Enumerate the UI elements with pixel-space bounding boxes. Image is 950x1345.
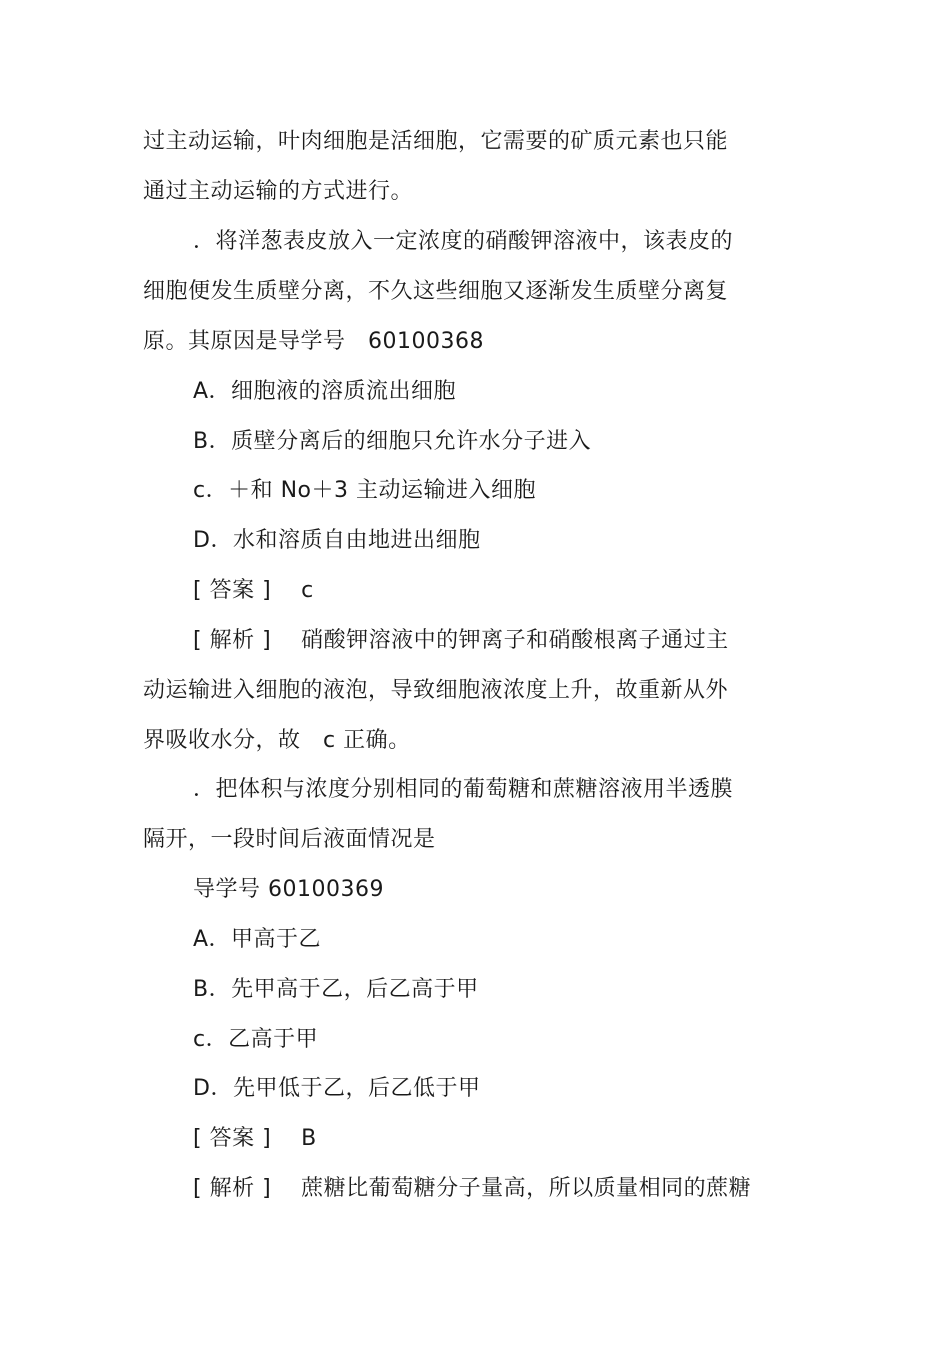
text-line: 界吸收水分，故 c 正确。 [143, 728, 411, 753]
option-a: A．细胞液的溶质流出细胞 [193, 379, 457, 404]
text-line: 过主动运输，叶肉细胞是活细胞，它需要的矿质元素也只能 [143, 129, 729, 154]
option-d: D．水和溶质自由地进出细胞 [193, 528, 481, 553]
text-line: 隔开，一段时间后液面情况是 [143, 827, 436, 852]
text-line: 动运输进入细胞的液泡，导致细胞液浓度上升，故重新从外 [143, 678, 729, 703]
option-b: B．质壁分离后的细胞只允许水分子进入 [193, 429, 592, 454]
option-a: A．甲高于乙 [193, 927, 322, 952]
option-b: B．先甲高于乙，后乙高于甲 [193, 977, 479, 1002]
text-line: 细胞便发生质壁分离，不久这些细胞又逐渐发生质壁分离复 [143, 279, 729, 304]
option-d: D．先甲低于乙，后乙低于甲 [193, 1076, 481, 1101]
option-c: c．＋和 No＋3 主动运输进入细胞 [193, 478, 536, 503]
analysis-label: [ 解析 ] 硝酸钾溶液中的钾离子和硝酸根离子通过主 [193, 628, 729, 653]
answer-label: [ 答案 ] B [193, 1126, 317, 1151]
option-c: c．乙高于甲 [193, 1027, 319, 1052]
analysis-label: [ 解析 ] 蔗糖比葡萄糖分子量高，所以质量相同的蔗糖 [193, 1176, 752, 1201]
question-number: 导学号 60100369 [193, 877, 384, 902]
question-stem: ．把体积与浓度分别相同的葡萄糖和蔗糖溶液用半透膜 [193, 777, 734, 802]
text-line: 通过主动运输的方式进行。 [143, 179, 414, 204]
text-line: 原。其原因是导学号 60100368 [143, 329, 484, 354]
question-stem: ．将洋葱表皮放入一定浓度的硝酸钾溶液中，该表皮的 [193, 229, 734, 254]
answer-label: [ 答案 ] c [193, 578, 314, 603]
